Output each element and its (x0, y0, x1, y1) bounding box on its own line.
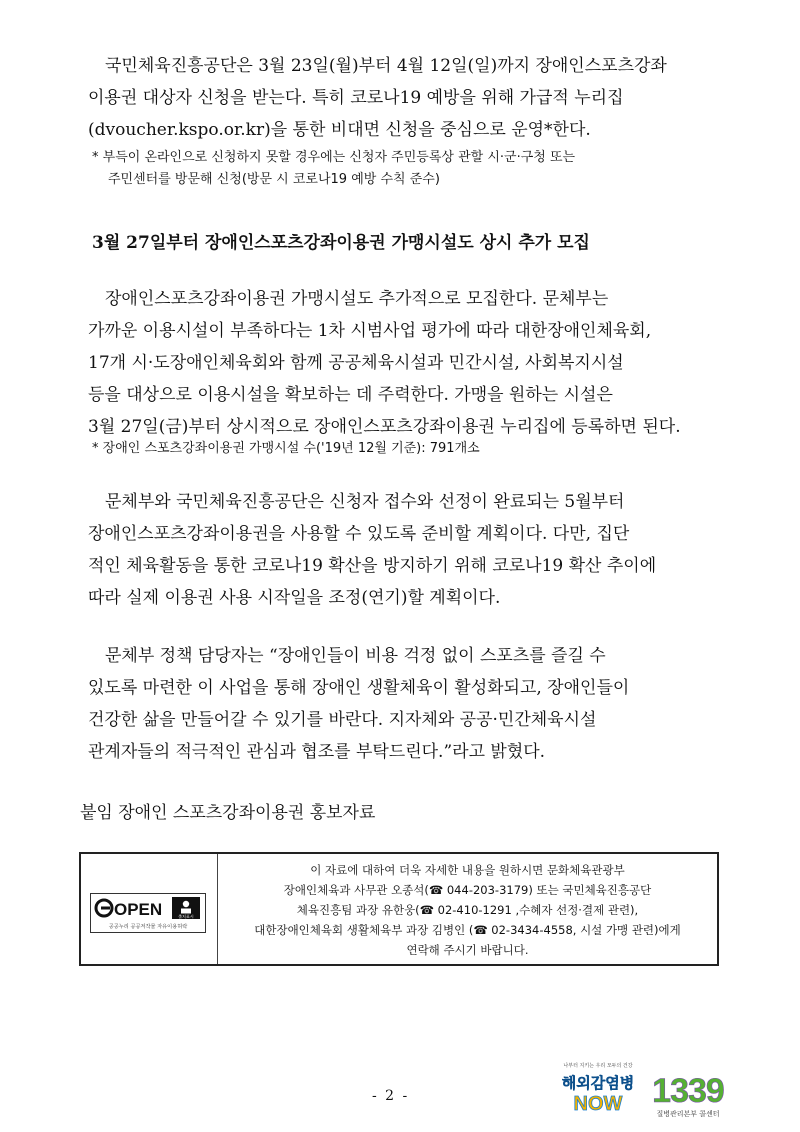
note-line: * 장애인 스포츠강좌이용권 가맹시설 수('19년 12월 기준): 791개소 (92, 441, 480, 456)
logo-main-text: 해외감염병 (562, 1074, 634, 1092)
open-license-cell (81, 854, 218, 964)
logo-now-text: NOW (573, 1093, 623, 1115)
paragraph-usage-schedule (88, 486, 720, 614)
text-line: (dvoucher.kspo.or.kr)을 통한 비대면 신청을 중심으로 운영*한다. (88, 120, 591, 140)
text-line: 장애인스포츠강좌이용권을 사용할 수 있도록 준비할 계획이다. 다만, 집단 (88, 524, 630, 544)
contact-line: 장애인체육과 사무관 오종석(☎ 044-203-3179) 또는 국민체육진흥공단 (283, 883, 652, 897)
call-center-1339-logo (646, 1068, 730, 1120)
paragraph-facility-recruitment (88, 283, 720, 443)
contact-info-box (79, 852, 719, 966)
contact-text (218, 854, 717, 970)
text-line: 3월 27일(금)부터 상시적으로 장애인스포츠강좌이용권 누리집에 등록하면 된다. (88, 417, 681, 437)
footnote-offline-application (92, 147, 575, 191)
attachment-line: 붙임 장애인 스포츠강좌이용권 홍보자료 (80, 803, 376, 823)
open-license-logo (90, 893, 206, 933)
contact-line: 대한장애인체육회 생활체육부 과장 김병인 (☎ 02-3434-4558, 시설 가맹 관련)에게 (254, 923, 681, 937)
page-number: - 2 - (372, 1088, 410, 1104)
text-line: 문체부와 국민체육진흥공단은 신청자 접수와 선정이 완료되는 5월부터 (105, 492, 625, 512)
text-line: 있도록 마련한 이 사업을 통해 장애인 생활체육이 활성화되고, 장애인들이 (88, 678, 630, 698)
contact-line: 체육진흥팀 과장 유한웅(☎ 02-410-1291 ,수혜자 선정·결제 관련), (296, 903, 639, 917)
text-line: 국민체육진흥공단은 3월 23일(월)부터 4월 12일(일)까지 장애인스포츠강좌 (105, 56, 667, 76)
text-line: 17개 시·도장애인체육회와 함께 공공체육시설과 민간시설, 사회복지시설 (88, 353, 624, 373)
open-caption: 공공누리 공공저작물 자유이용허락 (108, 924, 188, 930)
paragraph-application (88, 50, 720, 146)
text-line: 관계자들의 적극적인 관심과 협조를 부탁드린다.”라고 밝혔다. (88, 742, 546, 762)
note-line: * 부득이 온라인으로 신청하지 못할 경우에는 신청자 주민등록상 관할 시·군·구청 또는 (92, 150, 576, 165)
contact-line: 연락해 주시기 바랍니다. (406, 943, 529, 957)
text-line: 건강한 삶을 만들어갈 수 있기를 바란다. 지자체와 공공·민간체육시설 (88, 710, 597, 730)
text-line: 가까운 이용시설이 부족하다는 1차 시범사업 평가에 따라 대한장애인체육회, (88, 321, 652, 341)
contact-line: 이 자료에 대하여 더욱 자세한 내용을 원하시면 문화체육관광부 (310, 863, 625, 877)
text-line: 등을 대상으로 이용시설을 확보하는 데 주력한다. 가맹을 원하는 시설은 (88, 385, 613, 405)
overseas-infection-now-logo (562, 1058, 634, 1120)
footnote-facility-count (92, 438, 480, 460)
text-line: 따라 실제 이용권 사용 시작일을 조정(연기)할 계획이다. (88, 588, 501, 608)
text-line: 이용권 대상자 신청을 받는다. 특히 코로나19 예방을 위해 가급적 누리집 (88, 88, 624, 108)
text-line: 문체부 정책 담당자는 “장애인들이 비용 걱정 없이 스포츠를 즐길 수 (105, 646, 606, 666)
open-word: OPEN (114, 900, 163, 919)
attribution-badge: 출처표시 (178, 914, 194, 919)
logo-1339-number: 1339 (652, 1072, 724, 1110)
section-heading: 3월 27일부터 장애인스포츠강좌이용권 가맹시설도 상시 추가 모집 (92, 233, 590, 253)
note-line: 주민센터를 방문해 신청(방문 시 코로나19 예방 수칙 준수) (108, 172, 440, 187)
text-line: 적인 체육활동을 통한 코로나19 확산을 방지하기 위해 코로나19 확산 추이에 (88, 556, 657, 576)
paragraph-official-quote (88, 640, 720, 768)
logo-slogan: 나부터 지키는 우리 모두의 건강 (563, 1063, 633, 1069)
logo-1339-caption: 질병관리본부 콜센터 (656, 1110, 720, 1118)
text-line: 장애인스포츠강좌이용권 가맹시설도 추가적으로 모집한다. 문체부는 (105, 289, 609, 309)
